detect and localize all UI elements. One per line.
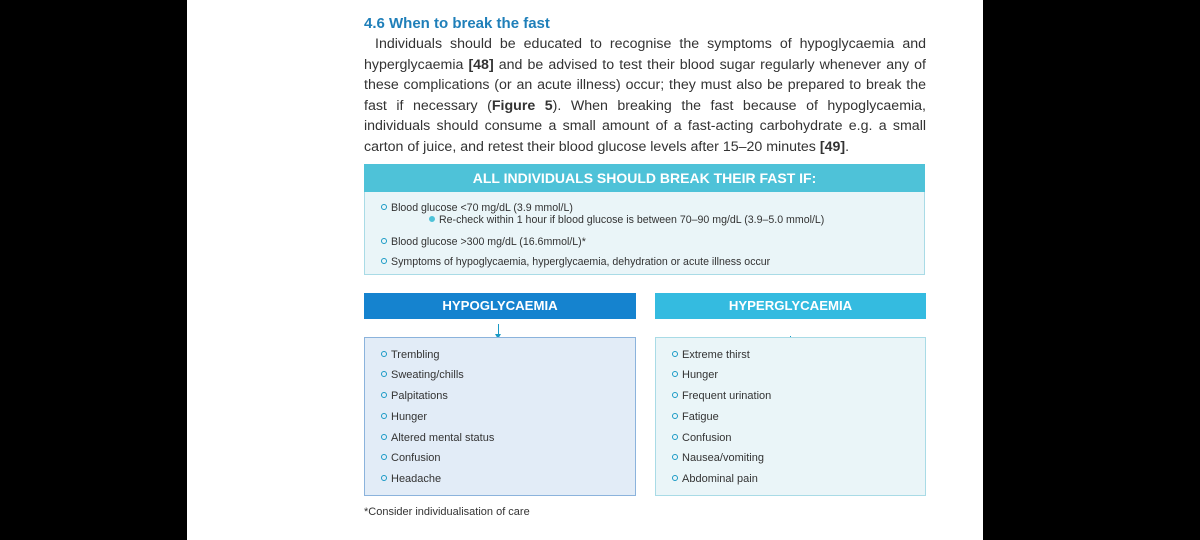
section-heading: 4.6 When to break the fast — [364, 15, 550, 32]
criteria-item: Blood glucose <70 mg/dL (3.9 mmol/L) — [381, 202, 573, 214]
bullet-icon — [381, 204, 387, 210]
hypoglycaemia-header: HYPOGLYCAEMIA — [364, 293, 636, 319]
list-item: Palpitations — [381, 390, 448, 402]
figure-5-link[interactable]: Figure 5 — [491, 97, 553, 114]
paragraph-text: and be advised to test their blood sugar regularly whenever any of these complications (or an acute illness) occur; they must also be prepared to break the fast if necessary ( — [364, 56, 926, 114]
bullet-icon — [381, 413, 387, 419]
bullet-icon — [672, 351, 678, 357]
bullet-icon — [672, 392, 678, 398]
citation-49[interactable]: [49] — [819, 138, 846, 155]
bullet-icon — [381, 392, 387, 398]
bullet-icon — [381, 475, 387, 481]
bullet-icon — [381, 351, 387, 357]
criteria-subitem: Re-check within 1 hour if blood glucose is between 70–90 mg/dL (3.9–5.0 mmol/L) — [429, 214, 824, 226]
bullet-icon — [672, 371, 678, 377]
list-item: Trembling — [381, 349, 440, 361]
bullet-icon — [429, 216, 435, 222]
list-item: Headache — [381, 473, 441, 485]
document-page — [187, 0, 983, 540]
bullet-icon — [381, 258, 387, 264]
hyperglycaemia-symptom-list — [655, 337, 926, 496]
list-item: Abdominal pain — [672, 473, 758, 485]
paragraph-text: . — [845, 138, 850, 155]
bullet-icon — [381, 371, 387, 377]
hyperglycaemia-header: HYPERGLYCAEMIA — [655, 293, 926, 319]
bullet-icon — [381, 434, 387, 440]
down-arrow-icon — [498, 324, 499, 336]
bullet-icon — [381, 238, 387, 244]
list-item: Fatigue — [672, 411, 719, 423]
list-item: Altered mental status — [381, 432, 494, 444]
bullet-icon — [672, 434, 678, 440]
bullet-icon — [672, 413, 678, 419]
list-item: Hunger — [672, 369, 718, 381]
citation-48[interactable]: [48] — [468, 56, 494, 73]
bullet-icon — [381, 454, 387, 460]
hypoglycaemia-symptom-list — [364, 337, 636, 496]
criteria-item: Symptoms of hypoglycaemia, hyperglycaemia, dehydration or acute illness occur — [381, 256, 770, 268]
bullet-icon — [672, 454, 678, 460]
criteria-header: ALL INDIVIDUALS SHOULD BREAK THEIR FAST IF: — [364, 164, 925, 192]
list-item: Frequent urination — [672, 390, 771, 402]
footnote: *Consider individualisation of care — [364, 506, 530, 518]
paragraph-text: Individuals should be educated to recognise the symptoms of hypoglycaemia and hyperglycaemia — [364, 36, 926, 73]
list-item: Nausea/vomiting — [672, 452, 764, 464]
bullet-icon — [672, 475, 678, 481]
list-item: Confusion — [381, 452, 441, 464]
break-fast-criteria-box — [364, 164, 925, 275]
list-item: Hunger — [381, 411, 427, 423]
criteria-item: Blood glucose >300 mg/dL (16.6mmol/L)* — [381, 236, 586, 248]
list-item: Sweating/chills — [381, 369, 464, 381]
paragraph-text: ). When breaking the fast because of hypoglycaemia, individuals should consume a small amount of a fast-acting carbohydrate e.g. a small carton of juice, and retest their blood glucose levels after 15–20 minutes — [364, 97, 926, 155]
list-item: Extreme thirst — [672, 349, 750, 361]
section-paragraph — [364, 34, 926, 158]
list-item: Confusion — [672, 432, 732, 444]
